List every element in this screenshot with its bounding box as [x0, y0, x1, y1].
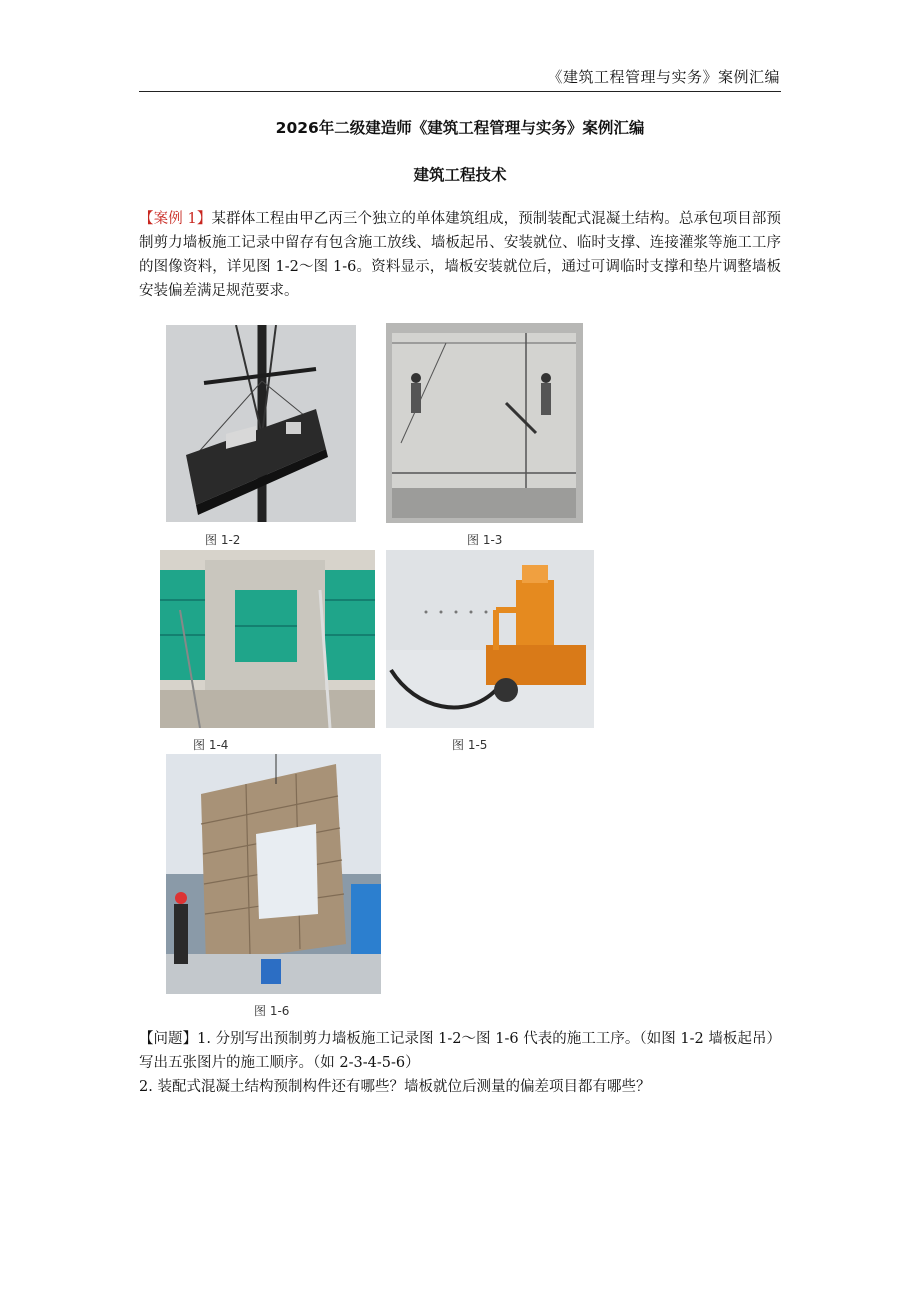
case-label: 【案例 1】: [139, 211, 212, 227]
questions-paragraph: [139, 1027, 781, 1075]
figure-1-4-caption: 图 1-4: [193, 738, 229, 752]
section-title: 建筑工程技术: [413, 166, 507, 184]
case-paragraph: [139, 207, 781, 303]
running-title: 《建筑工程管理与实务》案例汇编: [547, 68, 780, 86]
case-text: 某群体工程由甲乙丙三个独立的单体建筑组成，预制装配式混凝土结构。总承包项目部预制剪力墙板施工记录中留存有包含施工放线、墙板起吊、安装就位、临时支撑、连接灌浆等施工工序的图像资料，详见图 1-2～图 1-6。资料显示，墙板安装就位后，通过可调临时支撑和垫片调整墙板安装偏差满足规范要求。: [139, 211, 782, 299]
figure-1-5-caption: 图 1-5: [452, 738, 488, 752]
figure-1-3-image: [386, 323, 583, 523]
document-title: 2026年二级建造师《建筑工程管理与实务》案例汇编: [275, 119, 645, 137]
figure-1-6-image: [166, 754, 381, 994]
figure-1-2-image: [166, 325, 356, 522]
figure-1-4-image: [160, 550, 375, 728]
header-divider: [139, 91, 781, 92]
questions-label: 【问题】: [139, 1031, 198, 1047]
question-1: 1. 分别写出预制剪力墙板施工记录图 1-2～图 1-6 代表的施工工序。（如图 1-2 墙板起吊）写出五张图片的施工顺序。（如 2-3-4-5-6）: [139, 1031, 782, 1071]
figure-1-2-caption: 图 1-2: [205, 533, 241, 547]
figure-1-6-caption: 图 1-6: [254, 1004, 290, 1018]
figure-1-3-caption: 图 1-3: [467, 533, 503, 547]
question-2: 2. 装配式混凝土结构预制构件还有哪些？墙板就位后测量的偏差项目都有哪些？: [139, 1079, 651, 1095]
figure-1-5-image: [386, 550, 594, 728]
